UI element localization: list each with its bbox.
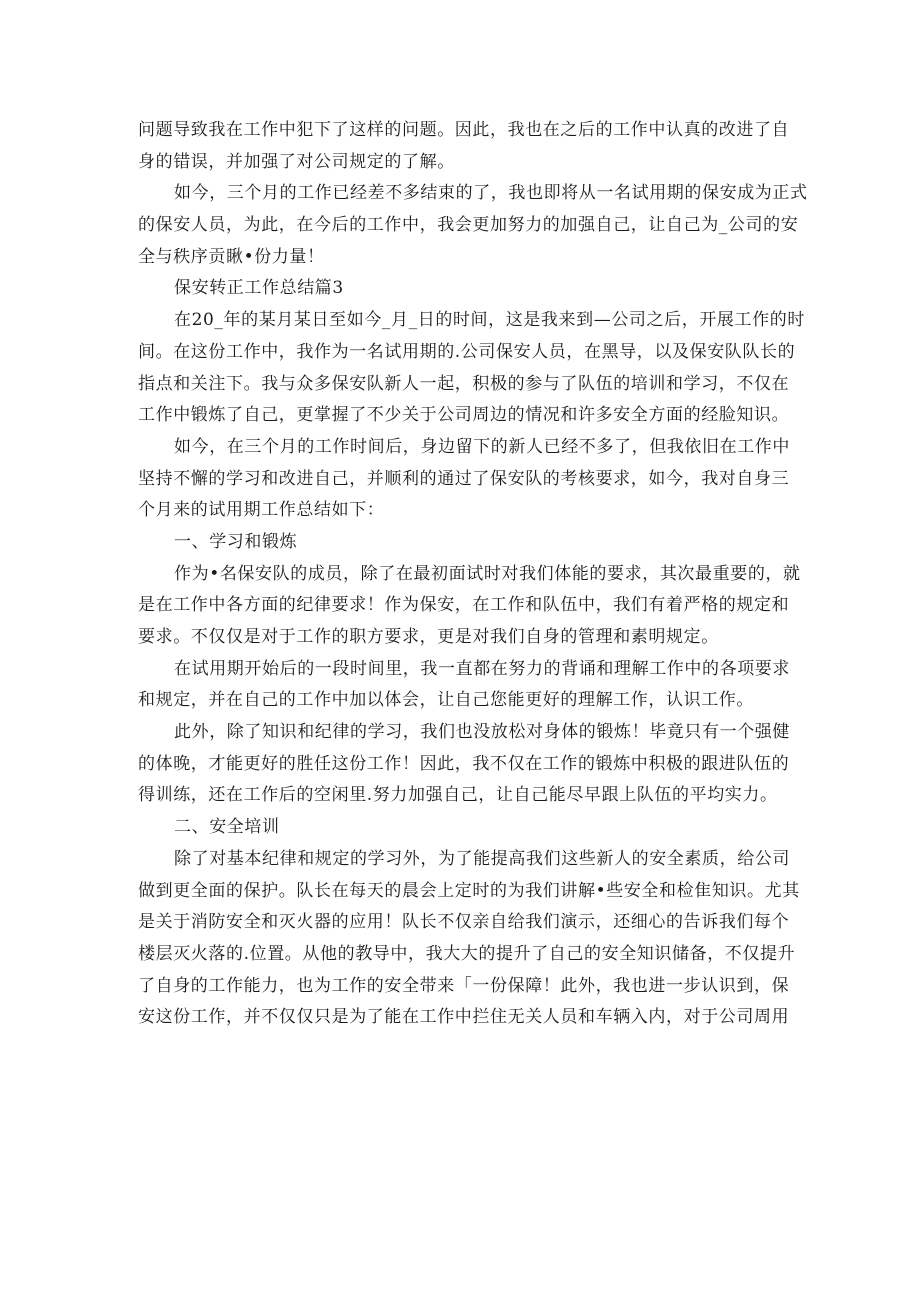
text-line: 间。在这份工作中，我作为一名试用期的.公司保安人员，在黑导，以及保安队队长的 [138, 341, 796, 362]
text-line: 问题导致我在工作中犯下了这样的问题。因此，我也在之后的工作中认真的改进了自 [138, 120, 790, 140]
text-line: 此外，除了知识和纪律的学习，我们也没放松对身体的锻炼！毕竟只有一个强健 [174, 722, 790, 743]
text-line: 如今，在三个月的工作时间后，身边留下的新人已经不多了，但我依旧在工作中 [174, 436, 790, 457]
text-line: 安这份工作，并不仅仅只是为了能在工作中拦住无关人员和车辆入内，对于公司周用 [138, 1007, 790, 1028]
text-line: 作为•名保安队的成员，除了在最初面试时对我们体能的要求，其次最重要的，就 [174, 563, 801, 584]
text-line: 是关于消防安全和灭火器的应用！队长不仅亲自给我们演示，还细心的告诉我们每个 [138, 912, 790, 933]
text-line: 做到更全面的保护。队长在每天的晨会上定时的为我们讲解•些安全和检隹知识。尤其 [138, 880, 800, 901]
section-heading: 保安转正工作总结篇3 [174, 278, 344, 299]
document-body [138, 115, 808, 1034]
text-line: 全与秩序贡瞅•份力量！ [138, 246, 325, 267]
section-heading: 一、学习和锻炼 [174, 531, 298, 552]
text-line: 在试用期开始后的一段时间里，我一直都在努力的背诵和理解工作中的各项要求 [174, 658, 790, 679]
text-line: 得训练，还在工作后的空闲里.努力加强自己，让自己能尽早跟上队伍的平均实力。 [138, 785, 778, 806]
text-line: 如今，三个月的工作已经差不多结束的了，我也即将从一名试用期的保安成为正式 [174, 183, 808, 204]
text-line: 是在工作中各方面的纪律要求！作为保安，在工作和队伍中，我们有着严格的规定和 [138, 595, 790, 616]
text-line: 工作中锻炼了自己，更掌握了不少关于公司周边的情况和许多安全方面的经脸知识。 [138, 405, 790, 426]
text-line: 的体晚，才能更好的胜任这份工作！因此，我不仅在工作的锻炼中积极的跟进队伍的 [138, 753, 790, 774]
text-line: 指点和关注下。我与众多保安队新人一起，积极的参与了队伍的培训和学习，不仅在 [138, 373, 790, 394]
text-line: 了自身的工作能力，也为工作的安全带来「一份保障！此外，我也进一步认识到，保 [138, 975, 790, 996]
text-line: 的保安人员，为此，在今后的工作中，我会更加努力的加强自己，让自己为_公司的安 [138, 215, 799, 236]
text-line: 坚持不懈的学习和改进自己，并顺利的通过了保安队的考核要求，如今，我对自身三 [138, 468, 790, 489]
text-line: 个月来的试用期工作总结如下： [138, 500, 385, 521]
text-line: 要求。不仅仅是对于工作的职方要求，更是对我们自身的管理和素明规定。 [138, 627, 719, 647]
text-line: 和规定，并在自己的工作中加以体会，让自己您能更好的理解工作，认识工作。 [138, 690, 754, 711]
text-line: 在20_年的某月某日至如今_月_日的时间，这是我来到—公司之后，开展工作的时 [174, 310, 805, 331]
text-line: 楼层灭火落的.位置。从他的教导中，我大大的提升了自己的安全知识储备，不仅提升 [138, 943, 796, 964]
text-line: 除了对基本纪律和规定的学习外，为了能提高我们这些新人的安全素质，给公司 [174, 848, 790, 869]
section-heading: 二、安全培训 [174, 817, 280, 838]
text-line: 身的错误，并加强了对公司规定的了解。 [138, 151, 455, 172]
